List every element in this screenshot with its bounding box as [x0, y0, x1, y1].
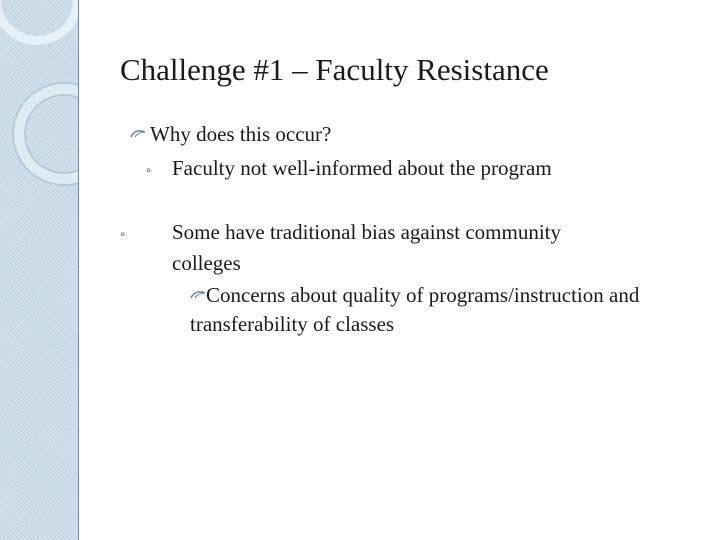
bullet-text: Faculty not well-informed about the program	[172, 156, 552, 180]
bullet-text: Concerns about quality of programs/instruction and transferability of classes	[190, 283, 640, 336]
slide-title: Challenge #1 – Faculty Resistance	[120, 52, 549, 87]
circle-bullet-icon: ◦	[120, 227, 126, 243]
bullet-level2	[146, 154, 552, 185]
bullet-level2	[120, 218, 626, 277]
decorative-sidebar	[0, 0, 79, 540]
ring-decoration-middle	[14, 84, 79, 184]
bullet-level1	[130, 120, 331, 149]
curl-bullet-icon	[130, 121, 150, 149]
bullet-text: Some have traditional bias against community colleges	[172, 220, 562, 275]
curl-bullet-icon	[190, 288, 206, 303]
ring-decoration-top	[0, 0, 79, 45]
circle-bullet-icon: ◦	[146, 163, 152, 179]
bullet-text: Why does this occur?	[150, 122, 332, 146]
bullet-level3	[172, 281, 702, 339]
